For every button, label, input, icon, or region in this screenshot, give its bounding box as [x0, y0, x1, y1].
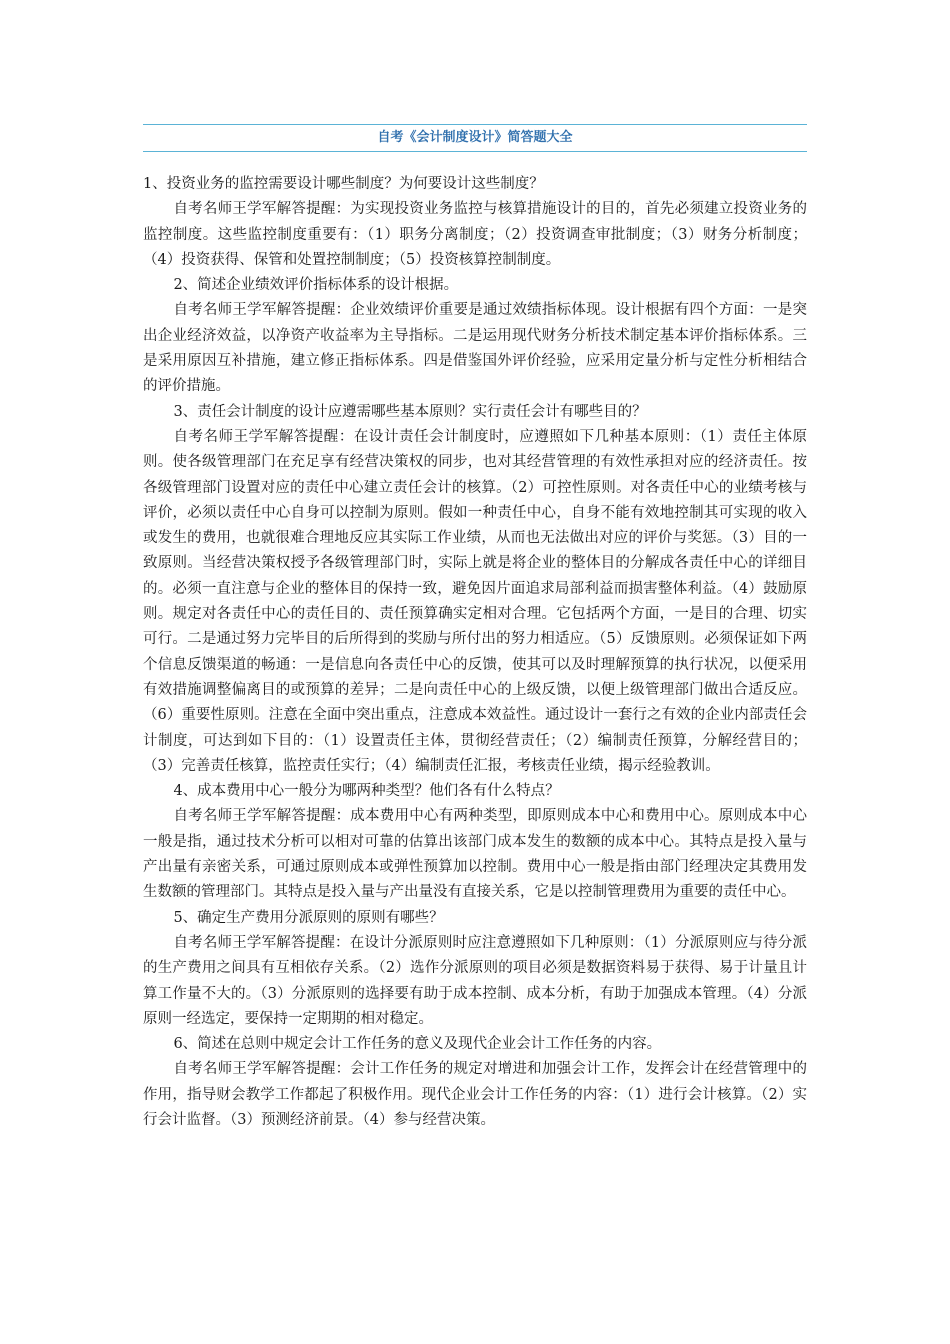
page-title: 自考《会计制度设计》简答题大全 [143, 124, 807, 152]
question-5: 5、确定生产费用分派原则的原则有哪些？ [173, 909, 444, 926]
answer-1: 自考名师王学军解答提醒：为实现投资业务监控与核算措施设计的目的，首先必须建立投资业务的监控制度。这些监控制度重要有：（1）职务分离制度；（2）投资调查审批制度；（3）财务分析制度；（4）投资获得、保管和处置控制制度；（5）投资核算控制制度。 [143, 201, 807, 268]
question-3: 3、责任会计制度的设计应遵需哪些基本原则？实行责任会计有哪些目的？ [173, 403, 647, 420]
answer-3: 自考名师王学军解答提醒：在设计责任会计制度时，应遵照如下几种基本原则：（1）责任主体原则。使各级管理部门在充足享有经营决策权的同步，也对其经营管理的有效性承担对应的经济责任。按各级管理部门设置对应的责任中心建立责任会计的核算。（2）可控性原则。对各责任中心的业绩考核与评价，必须以责任中心自身可以控制为原则。假如一种责任中心，自身不能有效地控制其可实现的收入或发生的费用，也就很难合理地反应其实际工作业绩，从而也无法做出对应的评价与奖惩。（3）目的一致原则。当经营决策权授予各级管理部门时，实际上就是将企业的整体目的分解成各责任中心的详细目的。必须一直注意与企业的整体目的保持一致，避免因片面追求局部利益而损害整体利益。（4）鼓励原则。规定对各责任中心的责任目的、责任预算确实定相对合理。它包括两个方面，一是目的合理、切实可行。二是通过努力完毕目的后所得到的奖励与所付出的努力相适应。（5）反馈原则。必须保证如下两个信息反馈渠道的畅通：一是信息向各责任中心的反馈，使其可以及时理解预算的执行状况，以便采用有效措施调整偏离目的或预算的差异；二是向责任中心的上级反馈，以便上级管理部门做出合适反应。（6）重要性原则。注意在全面中突出重点，注意成本效益性。通过设计一套行之有效的企业内部责任会计制度，可达到如下目的：（1）设置责任主体，贯彻经营责任；（2）编制责任预算，分解经营目的；（3）完善责任核算，监控责任实行；（4）编制责任汇报，考核责任业绩，揭示经验教训。 [143, 428, 807, 774]
question-4: 4、成本费用中心一般分为哪两种类型？他们各有什么特点？ [173, 783, 560, 800]
question-6: 6、简述在总则中规定会计工作任务的意义及现代企业会计工作任务的内容。 [173, 1036, 662, 1053]
answer-6: 自考名师王学军解答提醒：会计工作任务的规定对增进和加强会计工作，发挥会计在经营管理中的作用，指导财会教学工作都起了积极作用。现代企业会计工作任务的内容：（1）进行会计核算。（2）实行会计监督。（3）预测经济前景。（4）参与经营决策。 [143, 1061, 807, 1128]
question-1: 1、投资业务的监控需要设计哪些制度？为何要设计这些制度？ [143, 176, 544, 192]
answer-2: 自考名师王学军解答提醒：企业效绩评价重要是通过效绩指标体现。设计根据有四个方面：一是突出企业经济效益，以净资产收益率为主导指标。二是运用现代财务分析技术制定基本评价指标体系。三是采用原因互补措施，建立修正指标体系。四是借鉴国外评价经验，应采用定量分析与定性分析相结合的评价措施。 [143, 302, 807, 395]
document-body [143, 172, 807, 1133]
answer-4: 自考名师王学军解答提醒：成本费用中心有两种类型，即原则成本中心和费用中心。原则成本中心一般是指，通过技术分析可以相对可靠的估算出该部门成本发生的数额的成本中心。其特点是投入量与产出量有亲密关系，可通过原则成本或弹性预算加以控制。费用中心一般是指由部门经理决定其费用发生数额的管理部门。其特点是投入量与产出量没有直接关系，它是以控制管理费用为重要的责任中心。 [143, 808, 807, 901]
question-2: 2、简述企业绩效评价指标体系的设计根据。 [173, 277, 459, 294]
answer-5: 自考名师王学军解答提醒：在设计分派原则时应注意遵照如下几种原则：（1）分派原则应与待分派的生产费用之间具有互相依存关系。（2）选作分派原则的项目必须是数据资料易于获得、易于计量且计算工作量不大的。（3）分派原则的选择要有助于成本控制、成本分析，有助于加强成本管理。（4）分派原则一经选定，要保持一定期期的相对稳定。 [143, 934, 807, 1027]
